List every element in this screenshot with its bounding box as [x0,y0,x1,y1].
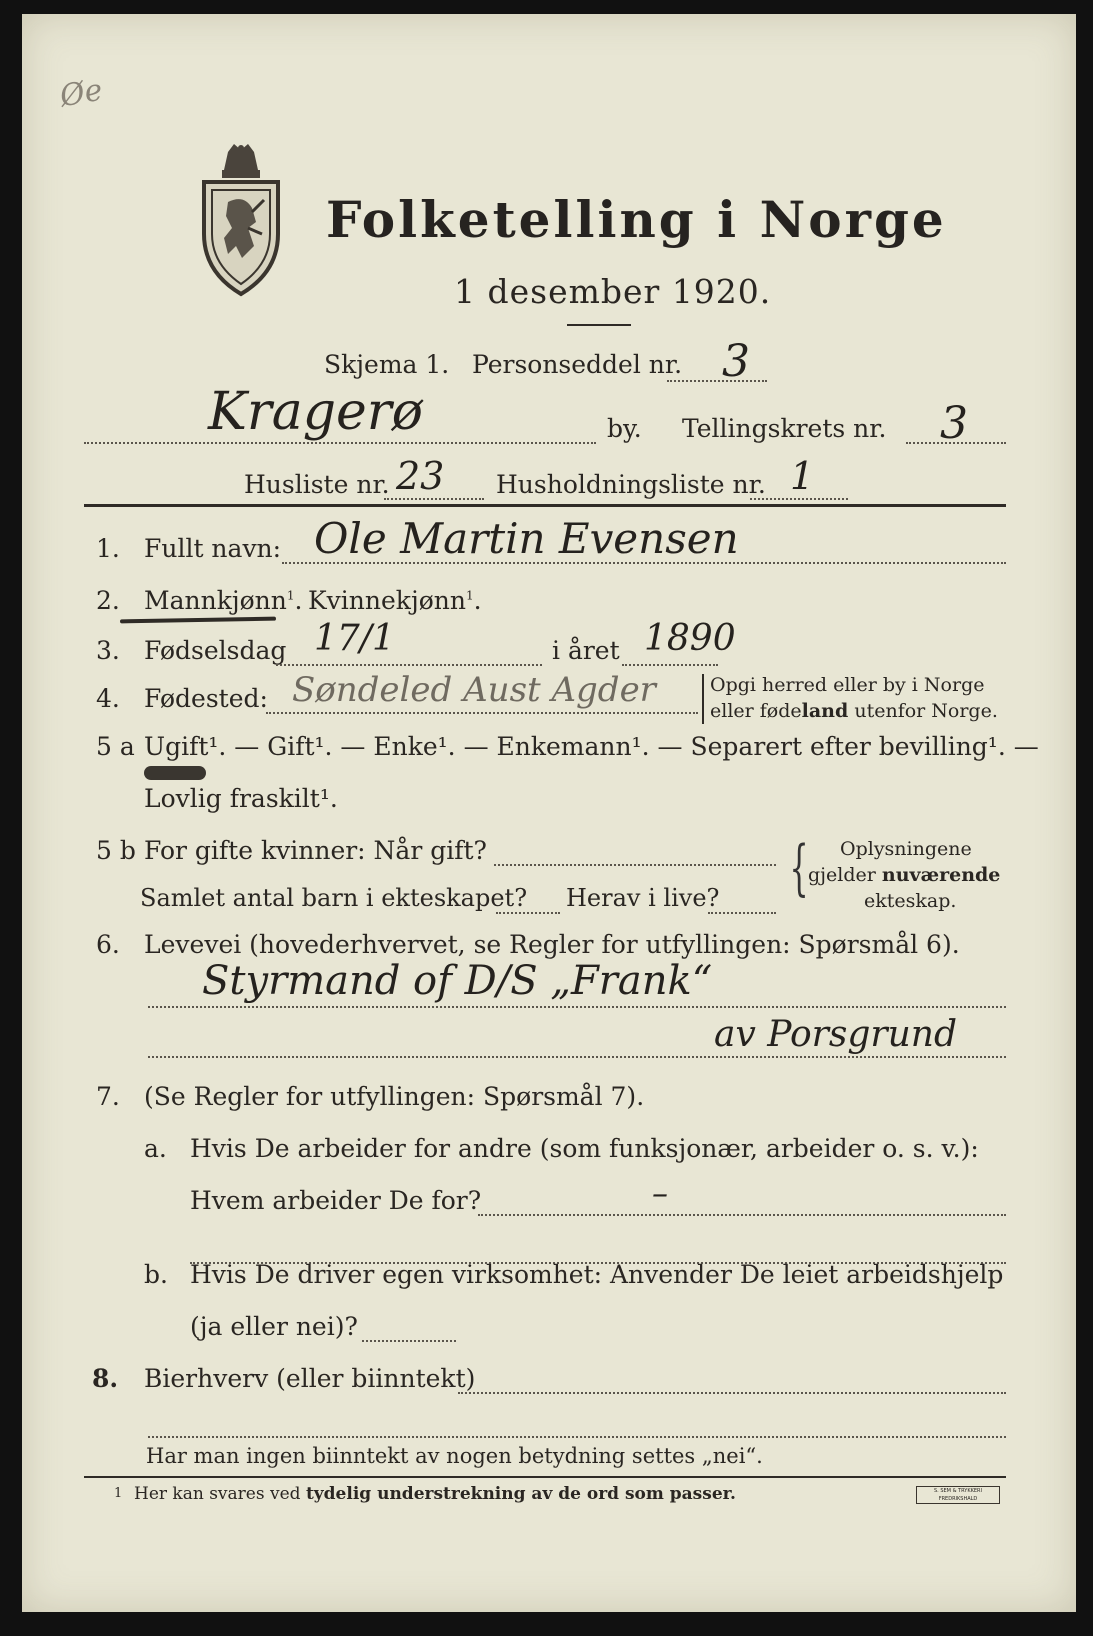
ugift-underline-mark [144,766,206,780]
by-label: by. [607,414,642,443]
footnote-divider [84,1476,1006,1478]
occupation-value-line1: Styrmand of D/S „Frank“ [202,958,713,1004]
q1-number: 1. [96,534,120,563]
q1-label: Fullt navn: [144,534,282,563]
q4-number: 4. [96,684,120,713]
coat-of-arms-icon [198,142,284,298]
footnote-marker: 1 [114,1486,123,1501]
gender-female-option[interactable]: Kvinnekjønn$^1$. [308,586,482,615]
q7b-line2: (ja eller nei)? [190,1312,358,1341]
personseddel-label: Personseddel nr. [472,350,683,379]
tellingskrets-label: Tellingskrets nr. [682,414,887,443]
q5b-number: 5 b [96,836,136,865]
q8-note: Har man ingen biinntekt av nogen betydning settes „nei“. [146,1444,763,1468]
q7b-line1: Hvis De driver egen virksomhet: Anvender De leiet arbeidshjelp [190,1260,1004,1289]
when-married-field[interactable] [494,864,776,866]
occupation-field-line1[interactable] [148,1006,1006,1008]
birthplace-field[interactable] [266,712,698,714]
q7b-letter: b. [144,1260,168,1289]
q3-label: Fødselsdag [144,636,287,665]
q7a-line2: Hvem arbeider De for? [190,1186,482,1215]
q4-note-line2: eller fødeland utenfor Norge. [710,700,998,722]
children-alive-field[interactable] [708,912,776,914]
employer-value: – [652,1174,668,1212]
q7-number: 7. [96,1082,120,1111]
form-title: Folketelling i Norge [326,190,947,249]
city-value: Kragerø [208,382,423,442]
city-field[interactable] [84,442,596,444]
tellingskrets-value: 3 [940,398,968,449]
gender-male-option[interactable]: Mannkjønn$^1$. [144,586,303,615]
q8-label: Bierhverv (eller biinntekt) [144,1364,476,1393]
husholdning-field[interactable] [750,498,848,500]
q4-note-bracket [702,674,704,724]
birth-year-field[interactable] [622,664,718,666]
personseddel-field[interactable] [667,380,767,382]
marital-status-line2[interactable]: Lovlig fraskilt¹. [144,784,338,813]
husholdning-label: Husholdningsliste nr. [496,470,766,499]
full-name-value: Ole Martin Evensen [314,514,739,563]
husholdning-value: 1 [790,454,815,498]
q2-number: 2. [96,586,120,615]
q3-number: 3. [96,636,120,665]
q7-label: (Se Regler for utfyllingen: Spørsmål 7). [144,1082,645,1111]
q5b-children-alive: Herav i live? [566,884,720,912]
q5b-note-line1: Oplysningene [840,838,972,860]
occupation-field-line2[interactable] [148,1056,1006,1058]
q7a-line1: Hvis De arbeider for andre (som funksjonær, arbeider o. s. v.): [190,1134,979,1163]
printer-stamp: S. SEM & TRYKKERI FREDRIKSHALD [916,1486,1000,1504]
hired-help-field[interactable] [362,1340,456,1342]
side-income-field-line2[interactable] [148,1436,1006,1438]
gender-female-label: Kvinnekjønn [308,586,466,615]
q7a-letter: a. [144,1134,167,1163]
q6-number: 6. [96,930,120,959]
q4-label: Fødested: [144,684,268,713]
marital-status-options[interactable]: Ugift¹. — Gift¹. — Enke¹. — Enkemann¹. — Separert efter bevilling¹. — [144,732,1039,761]
q5b-brace: { [789,833,809,903]
q5b-children-total: Samlet antal barn i ekteskapet? [140,884,528,912]
header-divider [84,504,1006,507]
husliste-value: 23 [396,454,445,498]
corner-note: Øe [57,72,106,115]
gender-male-label: Mannkjønn [144,586,287,615]
side-income-field[interactable] [458,1392,1006,1394]
q6-label: Levevei (hovederhvervet, se Regler for utfyllingen: Spørsmål 6). [144,930,960,959]
q3-year-label: i året [552,636,620,665]
birthday-value: 17/1 [314,618,395,659]
skjema-label: Skjema 1. [324,350,450,379]
census-date: 1 desember 1920. [454,272,772,311]
q5b-note-line3: ekteskap. [864,890,957,912]
q5b-when-married: For gifte kvinner: Når gift? [144,836,487,865]
husliste-label: Husliste nr. [244,470,390,499]
birthday-field[interactable] [276,664,542,666]
husliste-field[interactable] [384,498,484,500]
personseddel-value: 3 [722,336,750,387]
employer-field[interactable] [478,1214,1006,1216]
census-form-page [22,14,1076,1612]
footnote-text: Her kan svares ved tydelig understrekning av de ord som passer. [134,1484,736,1504]
male-underline-mark [120,617,276,624]
children-total-field[interactable] [496,912,560,914]
q8-number: 8. [92,1364,119,1393]
occupation-value-line2: av Porsgrund [714,1014,958,1055]
title-divider [567,324,631,326]
birth-year-value: 1890 [644,618,736,659]
q4-note-line1: Opgi herred eller by i Norge [710,674,985,696]
q5b-note-line2: gjelder nuværende [808,864,1001,886]
birthplace-value: Søndeled Aust Agder [292,670,656,710]
q5a-number: 5 a [96,732,135,761]
